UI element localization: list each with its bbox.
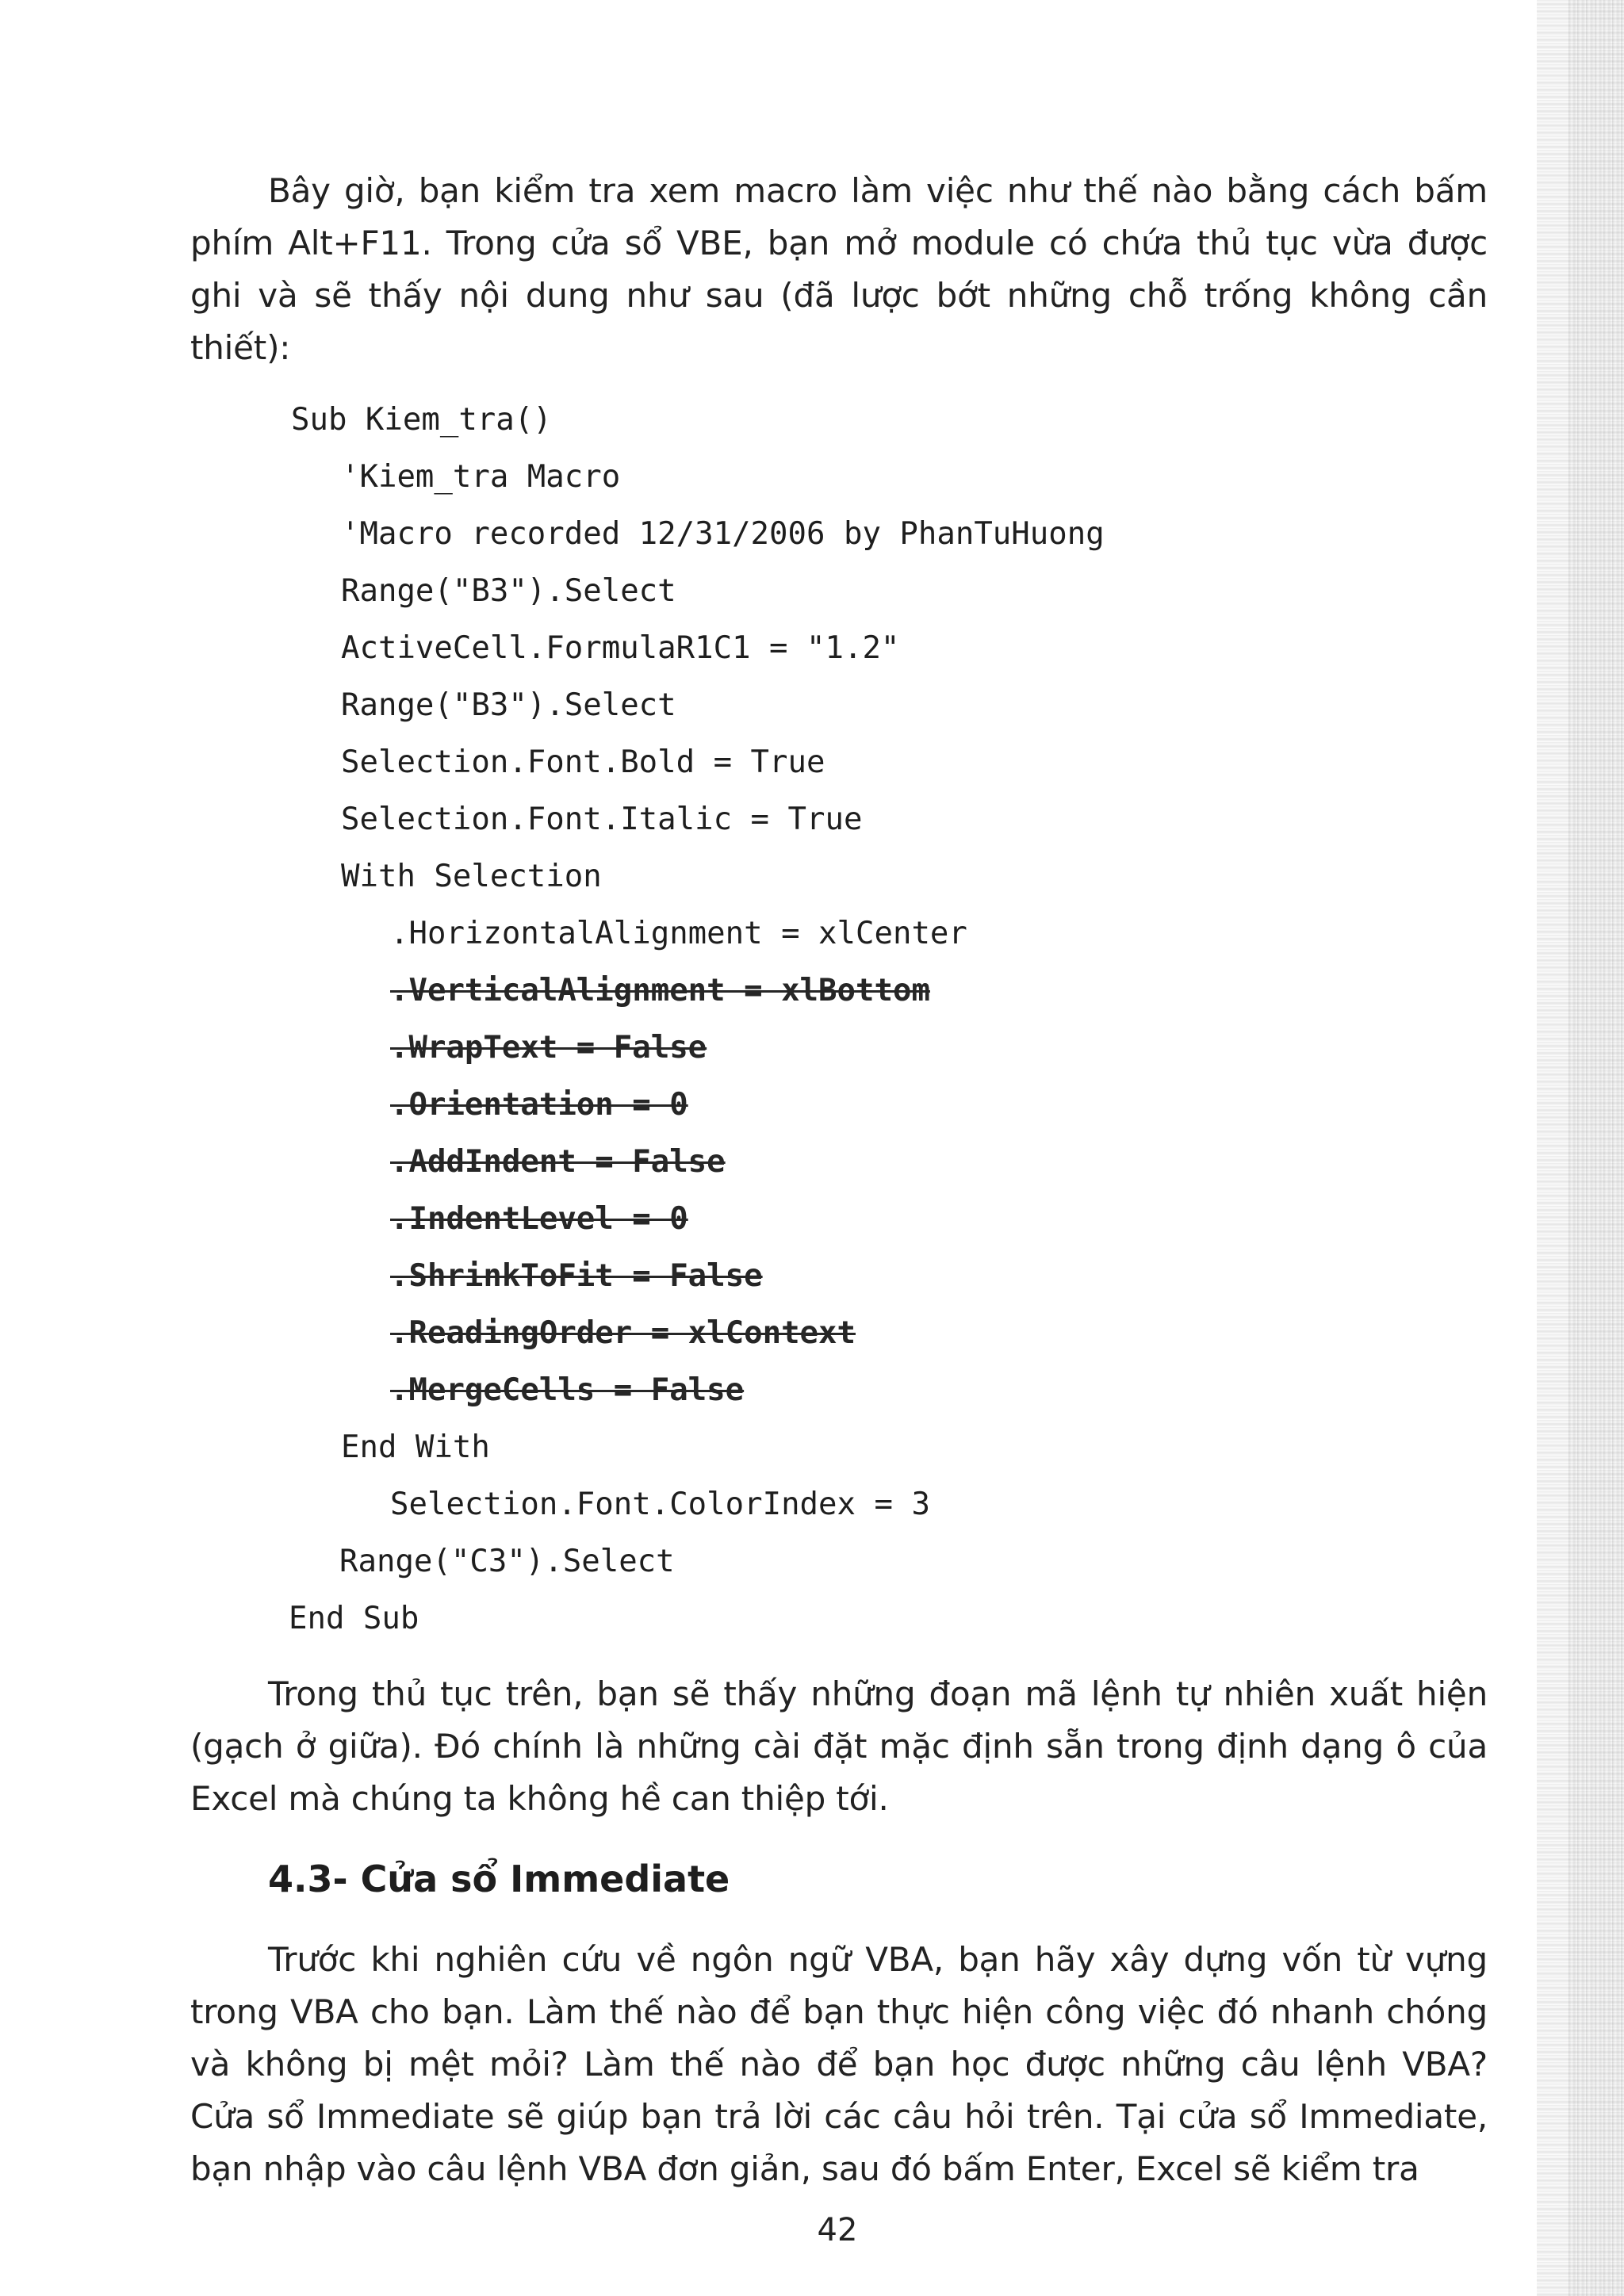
code-line: ActiveCell.FormulaR1C1 = "1.2" xyxy=(341,630,900,666)
code-line: 'Macro recorded 12/31/2006 by PhanTuHuong xyxy=(341,516,1105,552)
code-line: 'Kiem_tra Macro xyxy=(341,459,621,495)
code-line: End Sub xyxy=(289,1601,419,1636)
paragraph-immediate xyxy=(190,1934,1488,2195)
code-line-struck: .Orientation = 0 xyxy=(390,1087,688,1123)
code-line: .HorizontalAlignment = xlCenter xyxy=(390,916,967,951)
code-line-struck: .ReadingOrder = xlContext xyxy=(390,1315,856,1351)
code-line: Range("B3").Select xyxy=(341,687,676,723)
scan-edge-artifact xyxy=(1537,0,1624,2296)
section-heading: 4.3- Cửa sổ Immediate xyxy=(268,1858,730,1900)
code-line-struck: .IndentLevel = 0 xyxy=(390,1201,688,1237)
code-line: Selection.Font.Italic = True xyxy=(341,802,863,837)
code-line: Selection.Font.ColorIndex = 3 xyxy=(390,1487,930,1522)
paragraph-intro xyxy=(190,165,1488,374)
page-number: 42 xyxy=(817,2212,858,2248)
code-line-struck: .WrapText = False xyxy=(390,1030,707,1066)
code-line: Range("C3").Select xyxy=(339,1544,675,1579)
paragraph-immediate-text: Trước khi nghiên cứu về ngôn ngữ VBA, bạn hãy xây dựng vốn từ vựng trong VBA cho bạn. Làm thế nào để bạn thực hiện công việc đó nhanh chóng và không bị mệt mỏi? Làm thế nào để bạn học được những câu lệnh VBA? Cửa sổ Immediate sẽ giúp bạn trả lời các câu hỏi trên. Tại cửa sổ Immediate, bạn nhập vào câu lệnh VBA đơn giản, sau đó bấm Enter, Excel sẽ kiểm tra xyxy=(190,1940,1488,2188)
code-line-struck: .ShrinkToFit = False xyxy=(390,1258,763,1294)
code-line: Sub Kiem_tra() xyxy=(291,402,552,438)
code-line: Range("B3").Select xyxy=(341,573,676,609)
code-listing xyxy=(0,392,1427,1644)
code-line-struck: .AddIndent = False xyxy=(390,1144,726,1180)
code-line: Selection.Font.Bold = True xyxy=(341,744,825,780)
code-line: With Selection xyxy=(341,859,602,894)
paragraph-after-code-text: Trong thủ tục trên, bạn sẽ thấy những đoạn mã lệnh tự nhiên xuất hiện (gạch ở giữa). Đó chính là những cài đặt mặc định sẵn trong định dạng ô của Excel mà chúng ta không hề can thiệp tới. xyxy=(190,1674,1488,1818)
code-line-struck: .MergeCells = False xyxy=(390,1372,745,1408)
code-line: End With xyxy=(341,1429,490,1465)
paragraph-intro-text: Bây giờ, bạn kiểm tra xem macro làm việc như thế nào bằng cách bấm phím Alt+F11. Trong cửa sổ VBE, bạn mở module có chứa thủ tục vừa được ghi và sẽ thấy nội dung như sau (đã lược bớt những chỗ trống không cần thiết): xyxy=(190,171,1488,367)
code-line-struck: .VerticalAlignment = xlBottom xyxy=(390,973,930,1008)
paragraph-after-code xyxy=(190,1668,1488,1825)
